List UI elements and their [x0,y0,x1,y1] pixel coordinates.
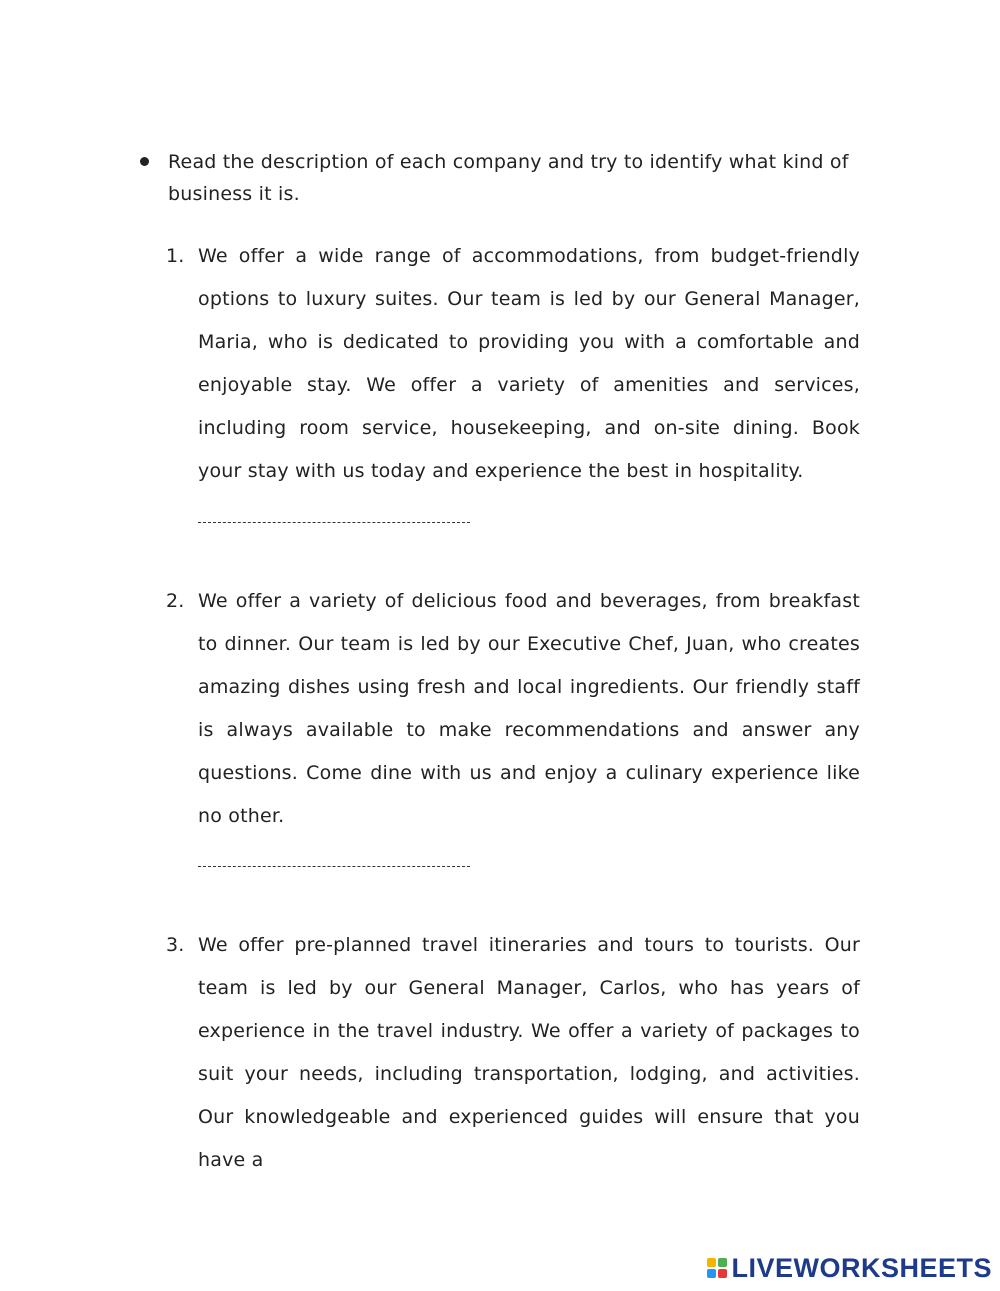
logo-text: LIVEWORKSHEETS [731,1252,992,1283]
question-item-3 [166,924,860,1182]
liveworksheets-logo[interactable] [707,1253,992,1283]
instruction-text: Read the description of each company and try to identify what kind of business it is. [168,151,849,205]
question-text: We offer pre-planned travel itineraries and tours to tourists. Our team is led by our General Manager, Carlos, who has years of experience in the travel industry. We offer a variety of packages to suit your needs, including transportation, lodging, and activities. Our knowledgeable and experienced guides will ensure that you have a [198,934,860,1171]
logo-square-red [718,1269,727,1278]
question-text: We offer a wide range of accommodations, from budget-friendly options to luxury suites. Our team is led by our General Manager, Maria, who is dedicated to providing you with a comfortable and enjoyable stay. We offer a variety of amenities and services, including room service, housekeeping, and on-site dining. Book your stay with us today and experience the best in hospitality. [198,245,860,482]
logo-square-blue [707,1269,716,1278]
logo-square-yellow [707,1258,716,1267]
question-item-2 [166,580,860,838]
question-number: 3. [166,934,185,956]
answer-line-2[interactable] [198,866,470,867]
bullet-icon [140,157,149,166]
question-item-1 [166,235,860,493]
answer-line-1[interactable] [198,522,470,523]
question-number: 2. [166,590,185,612]
liveworksheets-logo-icon [707,1258,727,1278]
instruction [140,146,860,210]
question-text: We offer a variety of delicious food and beverages, from breakfast to dinner. Our team is led by our Executive Chef, Juan, who creates amazing dishes using fresh and local ingredients. Our friendly staff is always available to make recommendations and answer any questions. Come dine with us and enjoy a culinary experience like no other. [198,590,860,827]
logo-square-green [718,1258,727,1267]
question-number: 1. [166,245,185,267]
